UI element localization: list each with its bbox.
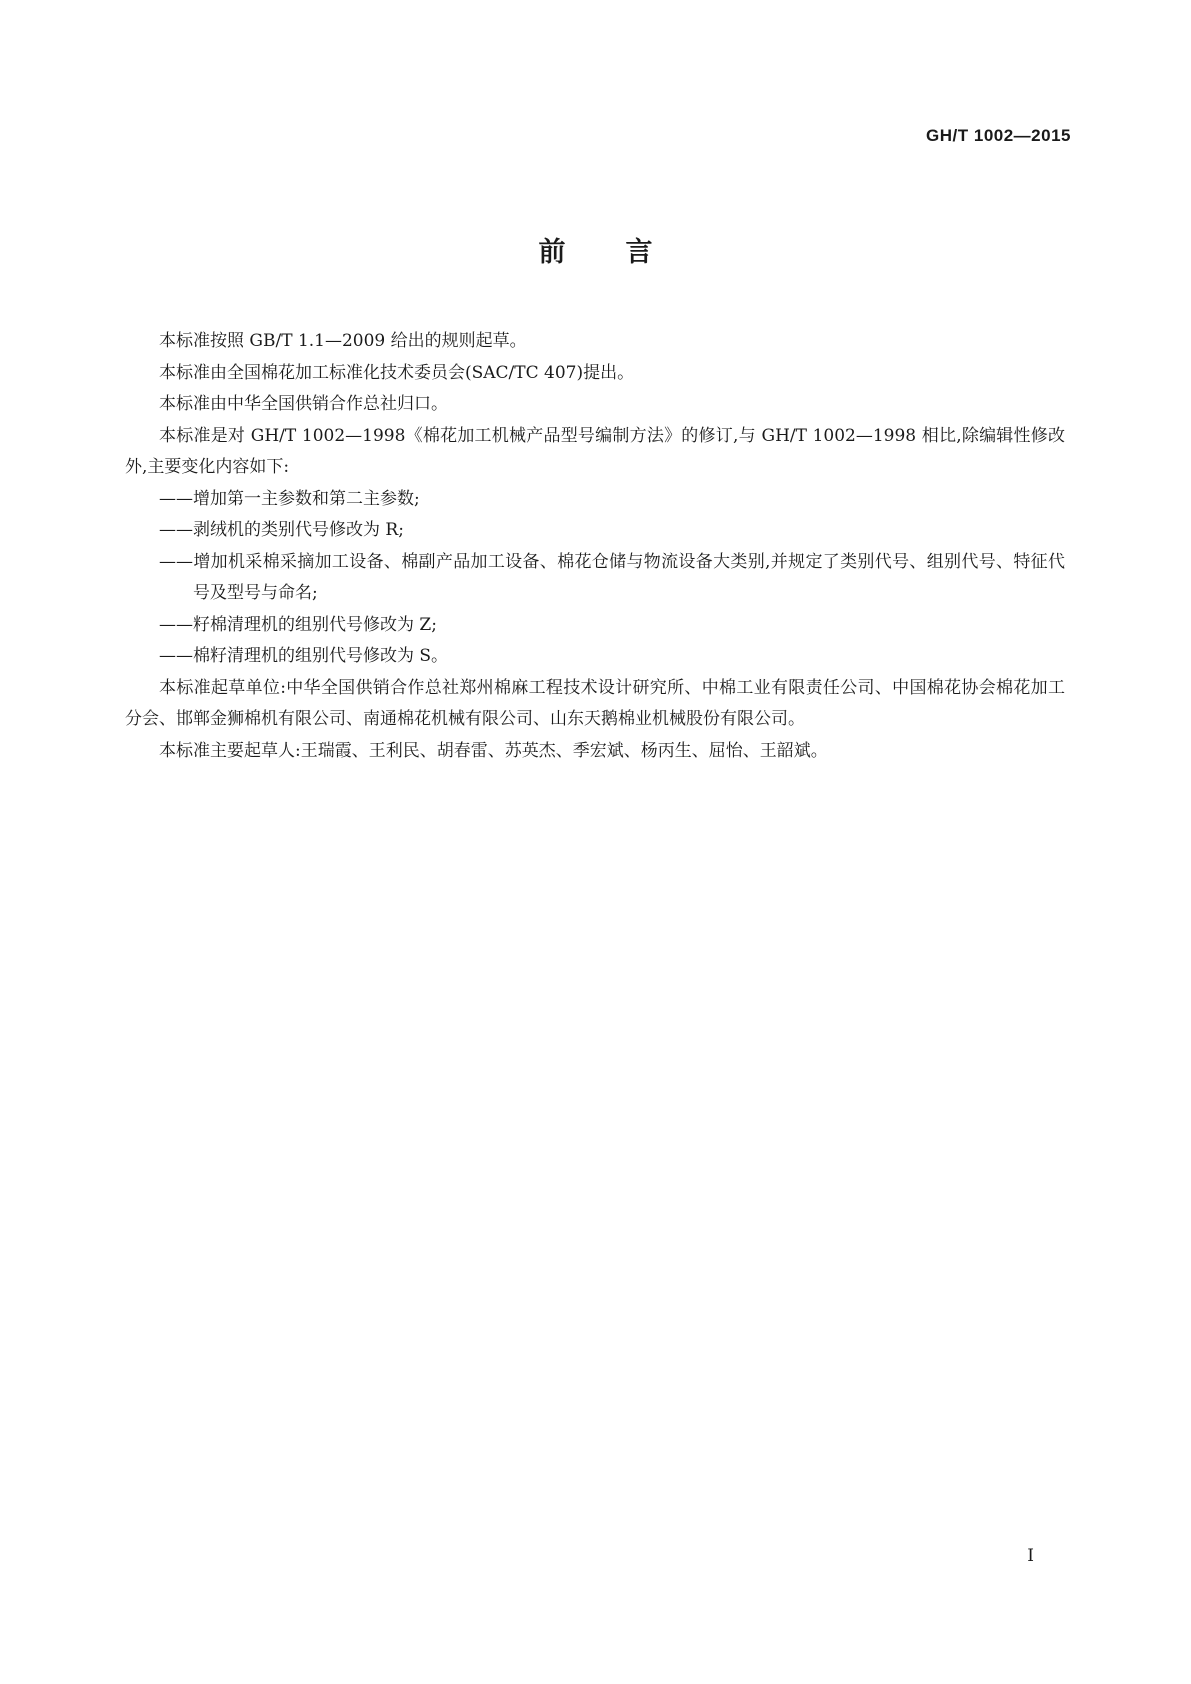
document-body — [125, 326, 1065, 767]
list-item: ——籽棉清理机的组别代号修改为 Z; — [159, 614, 437, 635]
list-item: ——增加机采棉采摘加工设备、棉副产品加工设备、棉花仓储与物流设备大类别,并规定了类别代号、组别代号、特征代号及型号与命名; — [159, 551, 1065, 603]
page-title: 前言 — [538, 237, 713, 268]
paragraph-drafting-rules: 本标准按照 GB/T 1.1—2009 给出的规则起草。 — [159, 331, 527, 351]
list-item: ——棉籽清理机的组别代号修改为 S。 — [159, 646, 449, 666]
paragraph-drafters: 本标准主要起草人:王瑞霞、王利民、胡春雷、苏英杰、季宏斌、杨丙生、屈怡、王韶斌。 — [159, 740, 828, 761]
list-item: ——剥绒机的类别代号修改为 R; — [159, 520, 404, 540]
list-item: ——增加第一主参数和第二主参数; — [159, 488, 420, 509]
paragraph-revision-summary: 本标准是对 GH/T 1002—1998《棉花加工机械产品型号编制方法》的修订,与 GH/T 1002—1998 相比,除编辑性修改外,主要变化内容如下: — [125, 425, 1065, 477]
page-number: I — [1027, 1546, 1034, 1566]
paragraph-proposer: 本标准由全国棉花加工标准化技术委员会(SAC/TC 407)提出。 — [159, 362, 635, 383]
document-code: GH/T 1002—2015 — [926, 126, 1071, 145]
paragraph-drafting-units: 本标准起草单位:中华全国供销合作总社郑州棉麻工程技术设计研究所、中棉工业有限责任公司、中国棉花协会棉花加工分会、邯郸金狮棉机有限公司、南通棉花机械有限公司、山东天鹅棉业机械股份有限公司。 — [125, 677, 1065, 729]
paragraph-administrator: 本标准由中华全国供销合作总社归口。 — [159, 394, 448, 414]
